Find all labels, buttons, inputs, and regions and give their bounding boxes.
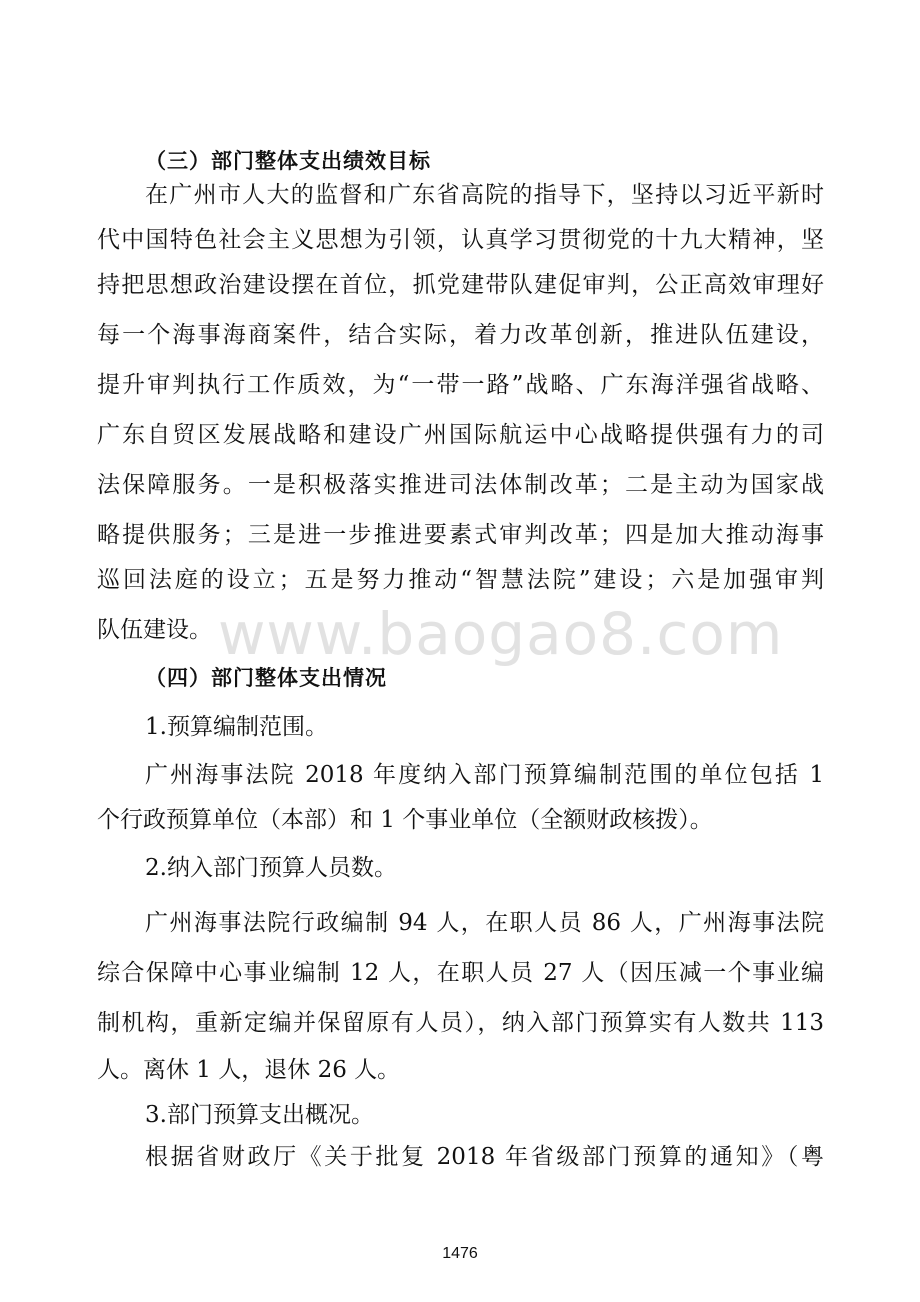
item-title-budget-overview: 3.部门预算支出概况。 — [145, 1102, 374, 1128]
paragraph-line: 代中国特色社会主义思想为引领，认真学习贯彻党的十九大精神，坚 — [97, 227, 824, 253]
paragraph-line: 综合保障中心事业编制 12 人，在职人员 27 人（因压减一个事业编 — [97, 960, 824, 986]
section-heading-overall-expenditure: （四）部门整体支出情况 — [145, 666, 387, 690]
paragraph-line: 个行政预算单位（本部）和 1 个事业单位（全额财政核拨）。 — [97, 807, 713, 833]
paragraph-line: 人。离休 1 人，退休 26 人。 — [97, 1057, 401, 1083]
paragraph-line: 广州海事法院行政编制 94 人，在职人员 86 人，广州海事法院 — [145, 910, 824, 936]
item-title-staff-count: 2.纳入部门预算人员数。 — [145, 855, 397, 881]
paragraph-line: 在广州市人大的监督和广东省高院的指导下，坚持以习近平新时 — [145, 182, 824, 208]
paragraph-line: 法保障服务。一是积极落实推进司法体制改革；二是主动为国家战 — [97, 472, 824, 498]
paragraph-line: 每一个海事海商案件，结合实际，着力改革创新，推进队伍建设， — [97, 322, 824, 348]
paragraph-line: 略提供服务；三是进一步推进要素式审判改革；四是加大推动海事 — [97, 522, 824, 548]
paragraph-line: 持把思想政治建设摆在首位，抓党建带队建促审判，公正高效审理好 — [97, 272, 824, 298]
paragraph-line: 提升审判执行工作质效，为“一带一路”战略、广东海洋强省战略、 — [97, 372, 824, 398]
item-title-budget-scope: 1.预算编制范围。 — [145, 714, 328, 740]
paragraph-line: 根据省财政厅《关于批复 2018 年省级部门预算的通知》（粤 — [145, 1144, 824, 1170]
paragraph-line: 队伍建设。 — [97, 617, 212, 643]
page-number: 1476 — [442, 1245, 478, 1262]
paragraph-line: 巡回法庭的设立；五是努力推动“智慧法院”建设；六是加强审判 — [97, 567, 824, 593]
paragraph-line: 广州海事法院 2018 年度纳入部门预算编制范围的单位包括 1 — [145, 762, 824, 788]
paragraph-line: 广东自贸区发展战略和建设广州国际航运中心战略提供强有力的司 — [97, 422, 824, 448]
section-heading-performance-goals: （三）部门整体支出绩效目标 — [145, 149, 431, 173]
paragraph-line: 制机构，重新定编并保留原有人员），纳入部门预算实有人数共 113 — [97, 1010, 824, 1036]
watermark-text: www.baogao8.com — [218, 600, 784, 668]
